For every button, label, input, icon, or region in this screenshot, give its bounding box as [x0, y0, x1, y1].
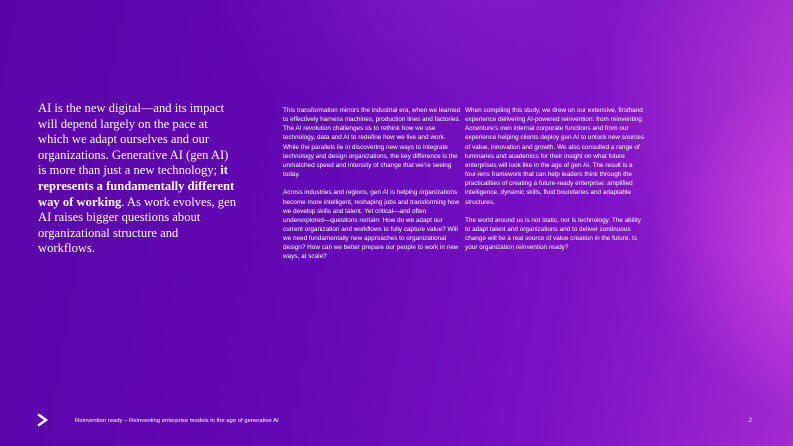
body-paragraph: Across industries and regions, gen AI is helping organizations become more intelligent, reshaping jobs and transforming how we develop skills and talent. Yet critical—and often underexplored—questions remain: How do we adapt our current organization and workflows to fully capture value? Will we need fundamentally new approaches to organizational design? How can we better prepare our people to work in new ways, at scale? [283, 189, 460, 261]
intro-statement [38, 101, 238, 257]
body-paragraph: The world around us is not static, nor is technology. The ability to adapt talent and organizations and to deliver continuous change will be a real source of value creation in the future. Is your organization reinvention ready? [465, 216, 641, 252]
body-column-1 [283, 106, 463, 271]
intro-lead-text: AI is the new digital—and its impact will depend largely on the pace at which we adapt ourselves and our organizations. Generative AI (gen AI) is more than just a new technology; [38, 101, 229, 178]
chevron-right-icon [37, 413, 49, 427]
body-column-2 [465, 106, 645, 262]
page-number: 2 [748, 417, 752, 424]
body-paragraph: When compiling this study, we drew on our extensive, firsthand experience delivering AI-powered reinvention: from reinventing Accenture’s own internal corporate functions and from our experience helping clients deploy gen AI to unlock new sources of value, innovation and growth. We also consulted a range of luminaries and academics for their insight on what future enterprises will look like in the age of gen AI. The result is a four-lens framework that can help leaders think through the practicalities of creating a future-ready enterprise: amplified intelligence, dynamic skills, fluid boundaries and adaptable structures. [465, 107, 645, 206]
intro-emphasis-text: it represents a fundamentally different way of working [38, 163, 235, 209]
footer-document-title: Reinvention ready – Reinventing enterprise models in the age of generative AI [75, 418, 279, 424]
intro-tail-text: . As work evolves, gen AI raises bigger questions about organizational structure and workflows. [38, 194, 236, 256]
body-paragraph: This transformation mirrors the industrial era, when we learned to effectively harness machines, production lines and factories. The AI revolution challenges us to rethink how we use technology, data and AI to redefine how we live and work. While the parallels lie in discovering new ways to integrate technology and design organizations, the key difference is the unmatched speed and intensity of change that we’re seeing today. [283, 107, 461, 179]
